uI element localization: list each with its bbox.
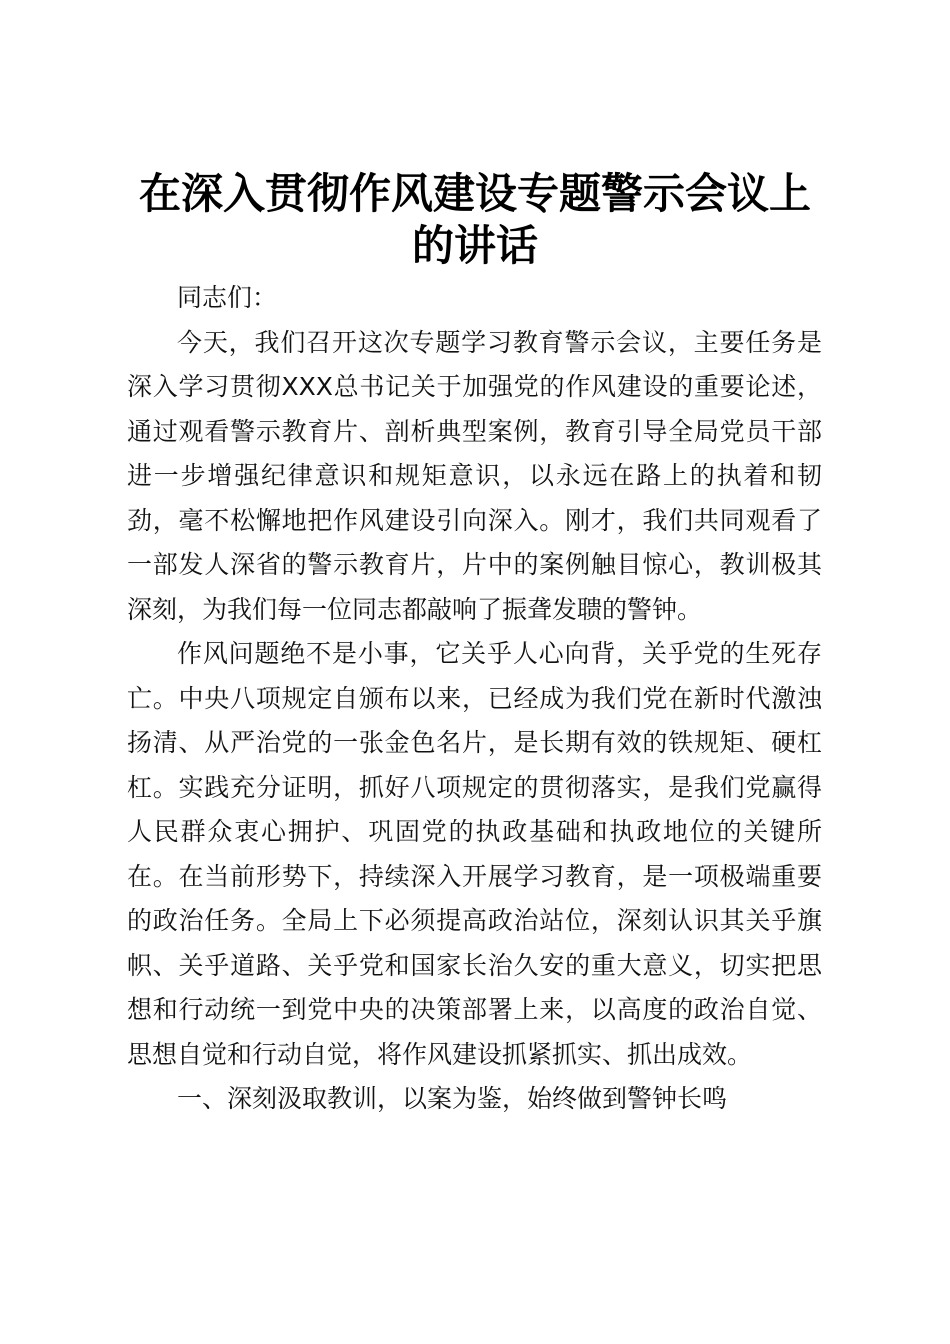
paragraph-1: 今天，我们召开这次专题学习教育警示会议，主要任务是深入学习贯彻XXX总书记关于加强党的作风建设的重要论述，通过观看警示教育片、剖析典型案例，教育引导全局党员干部进一步增强纪律意识和规矩意识，以永远在路上的执着和韧劲，毫不松懈地把作风建设引向深入。刚才，我们共同观看了一部发人深省的警示教育片，片中的案例触目惊心，教训极其深刻，为我们每一位同志都敲响了振聋发聩的警钟。 — [127, 327, 822, 624]
section-heading: 一、深刻汲取教训，以案为鉴，始终做到警钟长鸣 — [177, 1084, 728, 1113]
paragraph-2: 作风问题绝不是小事，它关乎人心向背，关乎党的生死存亡。中央八项规定自颁布以来，已经成为我们党在新时代激浊扬清、从严治党的一张金色名片，是长期有效的铁规矩、硬杠杠。实践充分证明，抓好八项规定的贯彻落实，是我们党赢得人民群众衷心拥护、巩固党的执政基础和执政地位的关键所在。在当前形势下，持续深入开展学习教育，是一项极端重要的政治任务。全局上下必须提高政治站位，深刻认识其关乎旗帜、关乎道路、关乎党和国家长治久安的重大意义，切实把思想和行动统一到党中央的决策部署上来，以高度的政治自觉、思想自觉和行动自觉，将作风建设抓紧抓实、抓出成效。 — [127, 639, 822, 1069]
document-title: 在深入贯彻作风建设专题警示会议上的讲话 — [138, 169, 811, 270]
document-body — [127, 276, 822, 1122]
salutation: 同志们： — [177, 283, 278, 312]
